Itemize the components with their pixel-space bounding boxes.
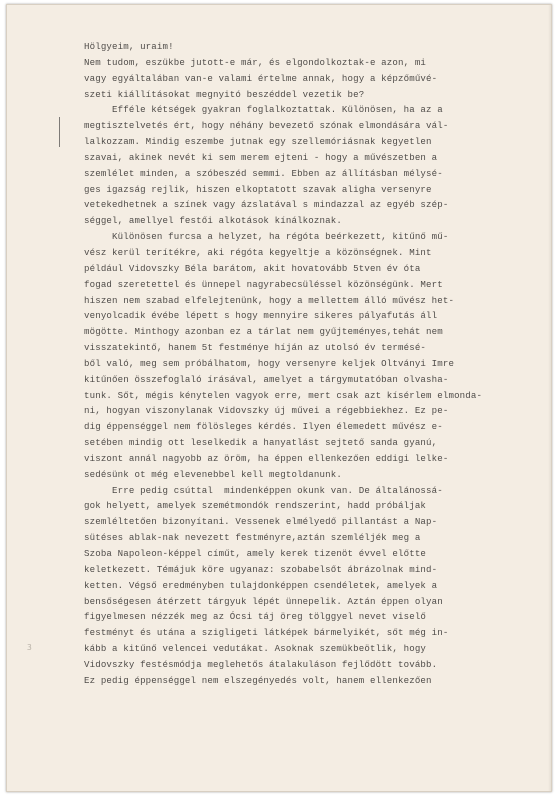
text-line: Különösen furcsa a helyzet, ha régóta beérkezett, kitűnő mű- (84, 231, 449, 243)
text-line: Vidovszky festésmódja meglehetős átalakuláson fejlődött tovább. (84, 658, 438, 670)
text-line: sedésünk ot még elevenebbel kell megtoldanunk. (84, 468, 342, 480)
text-line: ges igazság rejlik, hiszen elkoptatott szavak aligha versenyre (84, 183, 432, 195)
text-line: Erre pedig csúttal mindenképpen okunk van. De általánossá- (84, 484, 443, 496)
text-line: mögötte. Minthogy azonban ez a tárlat nem gyűjteményes,tehát nem (84, 326, 443, 338)
text-line: gok helyett, amelyek szemétmondók rendszerint, hadd próbáljak (84, 500, 427, 512)
text-line: festményt és utána a szigligeti látképek bármelyikét, sőt még in- (84, 627, 449, 639)
margin-pencil-mark (59, 117, 60, 147)
text-line: hiszen nem szabad elfelejtenünk, hogy a mellettem álló művész het- (84, 294, 455, 306)
text-line: Nem tudom, eszükbe jutott-e már, és elgondolkoztak-e azon, mi (84, 56, 427, 68)
text-line: venyolcadik évébe lépett s hogy mennyire sikeres pályafutás áll (84, 310, 438, 322)
text-line: szavai, akinek nevét ki sem merem ejteni - hogy a művészetben a (84, 151, 438, 163)
text-line: viszont annál nagyobb az öröm, ha éppen ellenkezően eddigi lelke- (84, 452, 449, 464)
text-line: Hölgyeim, uraim! (84, 41, 174, 52)
text-line: bensőségesen átérzett tárgyuk lépét ünnepelik. Aztán éppen olyan (84, 595, 443, 607)
text-line: sütéses ablak-nak nevezett festményre,aztán szemléljék meg a (84, 532, 421, 544)
typewritten-text-body (84, 39, 520, 689)
text-line: Szoba Napoleon-képpel címűt, amely kerek tizenöt évvel előtte (84, 548, 427, 559)
text-line: figyelmesen nézzék meg az Ócsi táj öreg tölggyel nevet viselő (84, 611, 427, 623)
text-line: ből való, meg sem próbálhatom, hogy versenyre keljek Oltványi Imre (84, 357, 455, 369)
text-line: Efféle kétségek gyakran foglalkoztattak. Különösen, ha az a (84, 104, 443, 116)
text-line: visszatekintő, hanem 5t festménye híján az utolsó év termésé- (84, 342, 427, 354)
text-line: szemlélet minden, a szóbeszéd semmi. Ebben az állításban mélysé- (84, 167, 443, 179)
text-line: setében mindig ott leselkedik a hanyatlást sejtető sanda gyanú, (84, 437, 438, 449)
text-line: vetekedhetnek a színek vagy ázslatával s mindazzal az egyéb szép- (84, 199, 449, 211)
text-line: lalkozzam. Mindig eszembe jutnak egy szellemóriásnak kegyetlen (84, 136, 432, 148)
text-line: kább a kitűnő velencei vedutákat. Asoknak szemükbeötlik, hogy (84, 643, 427, 655)
text-line: dig éppenséggel nem fölösleges kérdés. Ilyen élemedett művész e- (84, 421, 443, 433)
page-edge-shadow (548, 5, 551, 791)
text-line: keletkezett. Témájuk köre ugyanaz: szobabelsőt ábrázolnak mind- (84, 563, 438, 575)
text-line: séggel, amellyel festői alkotások kínálkoznak. (84, 215, 342, 227)
text-line: megtisztelvetés ért, hogy néhány bevezető szónak elmondására vál- (84, 120, 449, 132)
text-line: vagy egyáltalában van-e valami értelme annak, hogy a képzőművé- (84, 72, 438, 84)
text-line: fogad szeretettel és ünnepel nagyrabecsüléssel közönségünk. Mert (84, 278, 443, 290)
text-line: vész kerül terítékre, aki régóta kegyeltje a közönségnek. Mint (84, 246, 432, 258)
text-line: például Vidovszky Béla barátom, akit hovatovább 5tven év óta (84, 262, 421, 274)
text-line: Ez pedig éppenséggel nem elszegényedés volt, hanem ellenkezően (84, 674, 432, 686)
faint-margin-note: 3 (27, 643, 32, 652)
text-line: szeti kiállításokat megnyitó beszéddel vezetik be? (84, 88, 365, 100)
text-line: kitűnően összefoglaló írásával, amelyet a tárgymutatóban olvasha- (84, 373, 449, 385)
text-line: szemléltetően bizonyítani. Vessenek elmélyedő pillantást a Nap- (84, 516, 438, 528)
text-line: ni, hogyan viszonylanak Vidovszky új művei a régebbiekhez. Ez pe- (84, 405, 449, 417)
text-line: tunk. Sőt, mégis kénytelen vagyok erre, mert csak azt kísérlem elmonda- (84, 389, 483, 401)
text-line: ketten. Végső eredményben tulajdonképpen csendéletek, amelyek a (84, 579, 438, 591)
